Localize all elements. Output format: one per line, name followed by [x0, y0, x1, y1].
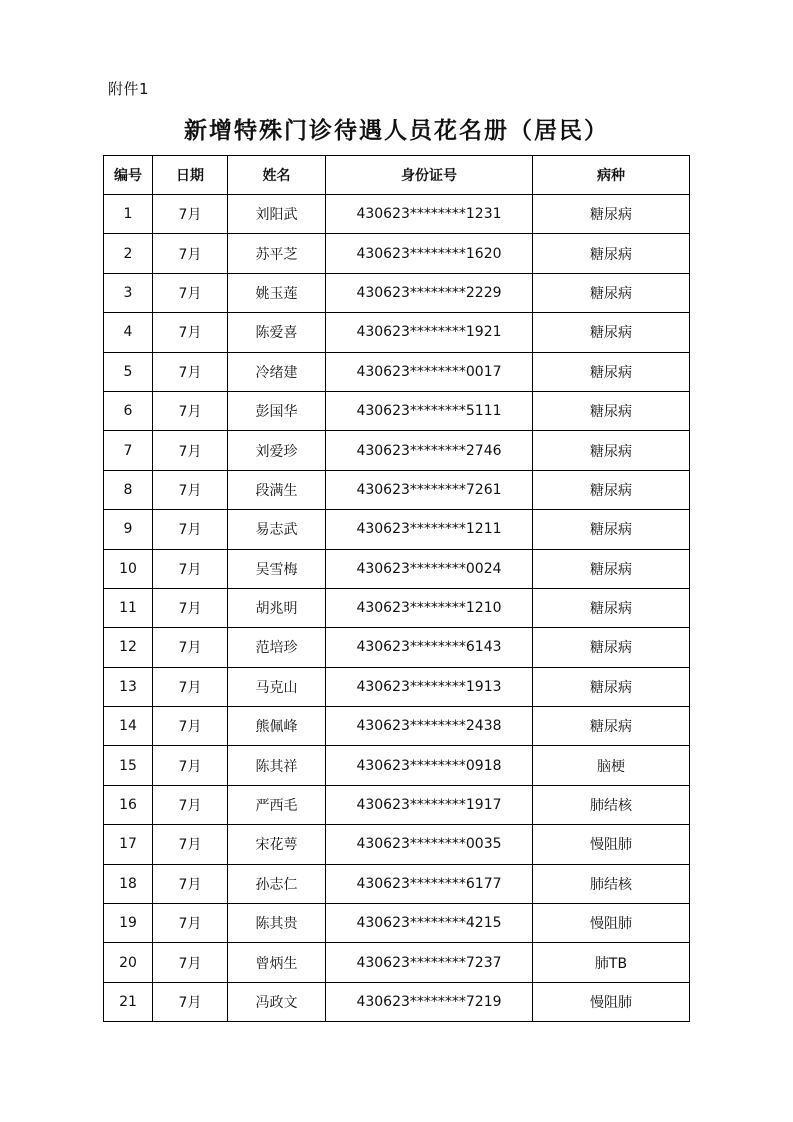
cell-disease: 糖尿病 [533, 470, 690, 509]
table-row [104, 549, 690, 588]
cell-number: 20 [104, 943, 153, 982]
cell-name: 陈其贵 [228, 904, 326, 943]
cell-id-number: 430623********6143 [326, 628, 533, 667]
cell-name: 陈其祥 [228, 746, 326, 785]
cell-number: 1 [104, 195, 153, 234]
cell-number: 17 [104, 825, 153, 864]
cell-id-number: 430623********7261 [326, 470, 533, 509]
cell-name: 严西毛 [228, 785, 326, 824]
table-row [104, 391, 690, 430]
cell-date: 7月 [153, 785, 228, 824]
cell-date: 7月 [153, 431, 228, 470]
cell-id-number: 430623********1913 [326, 667, 533, 706]
cell-name: 刘阳武 [228, 195, 326, 234]
cell-name: 宋花萼 [228, 825, 326, 864]
cell-name: 胡兆明 [228, 588, 326, 627]
cell-name: 范培珍 [228, 628, 326, 667]
cell-disease: 糖尿病 [533, 628, 690, 667]
table-row [104, 470, 690, 509]
cell-date: 7月 [153, 234, 228, 273]
table-row [104, 510, 690, 549]
cell-id-number: 430623********0035 [326, 825, 533, 864]
table-row [104, 313, 690, 352]
cell-number: 16 [104, 785, 153, 824]
cell-id-number: 430623********2438 [326, 707, 533, 746]
cell-number: 15 [104, 746, 153, 785]
attachment-label: 附件1 [108, 80, 150, 98]
cell-id-number: 430623********0024 [326, 549, 533, 588]
cell-id-number: 430623********1210 [326, 588, 533, 627]
cell-disease: 肺结核 [533, 785, 690, 824]
cell-date: 7月 [153, 982, 228, 1021]
cell-name: 孙志仁 [228, 864, 326, 903]
cell-disease: 糖尿病 [533, 352, 690, 391]
cell-id-number: 430623********1211 [326, 510, 533, 549]
cell-date: 7月 [153, 904, 228, 943]
cell-disease: 肺TB [533, 943, 690, 982]
cell-date: 7月 [153, 391, 228, 430]
cell-date: 7月 [153, 667, 228, 706]
cell-name: 陈爱喜 [228, 313, 326, 352]
cell-date: 7月 [153, 549, 228, 588]
cell-name: 吴雪梅 [228, 549, 326, 588]
cell-disease: 糖尿病 [533, 667, 690, 706]
cell-number: 14 [104, 707, 153, 746]
cell-date: 7月 [153, 628, 228, 667]
cell-disease: 慢阻肺 [533, 982, 690, 1021]
cell-date: 7月 [153, 864, 228, 903]
cell-number: 6 [104, 391, 153, 430]
cell-name: 冯政文 [228, 982, 326, 1021]
cell-name: 刘爱珍 [228, 431, 326, 470]
table-row [104, 943, 690, 982]
cell-disease: 慢阻肺 [533, 904, 690, 943]
cell-name: 熊佩峰 [228, 707, 326, 746]
cell-id-number: 430623********7237 [326, 943, 533, 982]
cell-id-number: 430623********1620 [326, 234, 533, 273]
cell-disease: 慢阻肺 [533, 825, 690, 864]
cell-name: 苏平芝 [228, 234, 326, 273]
cell-id-number: 430623********1921 [326, 313, 533, 352]
cell-number: 4 [104, 313, 153, 352]
cell-id-number: 430623********2746 [326, 431, 533, 470]
cell-date: 7月 [153, 707, 228, 746]
table-row [104, 707, 690, 746]
table-row [104, 904, 690, 943]
cell-id-number: 430623********2229 [326, 273, 533, 312]
header-id-number: 身份证号 [326, 156, 533, 195]
cell-name: 马克山 [228, 667, 326, 706]
table-row [104, 864, 690, 903]
cell-name: 彭国华 [228, 391, 326, 430]
table-row [104, 825, 690, 864]
cell-date: 7月 [153, 746, 228, 785]
page-title: 新增特殊门诊待遇人员花名册（居民） [184, 118, 609, 144]
cell-disease: 糖尿病 [533, 313, 690, 352]
roster-table [103, 155, 690, 1022]
cell-id-number: 430623********5111 [326, 391, 533, 430]
cell-disease: 糖尿病 [533, 549, 690, 588]
cell-name: 姚玉莲 [228, 273, 326, 312]
cell-name: 冷绪建 [228, 352, 326, 391]
cell-number: 7 [104, 431, 153, 470]
cell-id-number: 430623********6177 [326, 864, 533, 903]
cell-date: 7月 [153, 825, 228, 864]
cell-date: 7月 [153, 943, 228, 982]
cell-disease: 糖尿病 [533, 195, 690, 234]
cell-number: 19 [104, 904, 153, 943]
table-row [104, 982, 690, 1021]
cell-date: 7月 [153, 195, 228, 234]
cell-number: 10 [104, 549, 153, 588]
cell-date: 7月 [153, 313, 228, 352]
cell-date: 7月 [153, 510, 228, 549]
cell-number: 18 [104, 864, 153, 903]
cell-id-number: 430623********0017 [326, 352, 533, 391]
cell-number: 3 [104, 273, 153, 312]
table-header-row [104, 156, 690, 195]
cell-number: 11 [104, 588, 153, 627]
table-row [104, 667, 690, 706]
cell-date: 7月 [153, 273, 228, 312]
cell-disease: 糖尿病 [533, 510, 690, 549]
cell-number: 13 [104, 667, 153, 706]
cell-date: 7月 [153, 352, 228, 391]
cell-number: 5 [104, 352, 153, 391]
cell-id-number: 430623********1917 [326, 785, 533, 824]
header-disease: 病种 [533, 156, 690, 195]
cell-disease: 糖尿病 [533, 234, 690, 273]
cell-number: 9 [104, 510, 153, 549]
cell-date: 7月 [153, 588, 228, 627]
cell-disease: 糖尿病 [533, 391, 690, 430]
table-row [104, 431, 690, 470]
table-row [104, 195, 690, 234]
cell-name: 易志武 [228, 510, 326, 549]
table-row [104, 273, 690, 312]
cell-disease: 脑梗 [533, 746, 690, 785]
cell-disease: 糖尿病 [533, 431, 690, 470]
table-row [104, 588, 690, 627]
table-row [104, 352, 690, 391]
cell-id-number: 430623********7219 [326, 982, 533, 1021]
cell-number: 8 [104, 470, 153, 509]
cell-number: 21 [104, 982, 153, 1021]
cell-name: 段满生 [228, 470, 326, 509]
table-row [104, 628, 690, 667]
header-date: 日期 [153, 156, 228, 195]
header-name: 姓名 [228, 156, 326, 195]
table-row [104, 746, 690, 785]
table-row [104, 234, 690, 273]
cell-id-number: 430623********1231 [326, 195, 533, 234]
table-row [104, 785, 690, 824]
cell-number: 12 [104, 628, 153, 667]
cell-number: 2 [104, 234, 153, 273]
cell-date: 7月 [153, 470, 228, 509]
cell-disease: 糖尿病 [533, 273, 690, 312]
cell-name: 曾炳生 [228, 943, 326, 982]
cell-id-number: 430623********0918 [326, 746, 533, 785]
cell-id-number: 430623********4215 [326, 904, 533, 943]
cell-disease: 糖尿病 [533, 707, 690, 746]
cell-disease: 肺结核 [533, 864, 690, 903]
header-number: 编号 [104, 156, 153, 195]
cell-disease: 糖尿病 [533, 588, 690, 627]
